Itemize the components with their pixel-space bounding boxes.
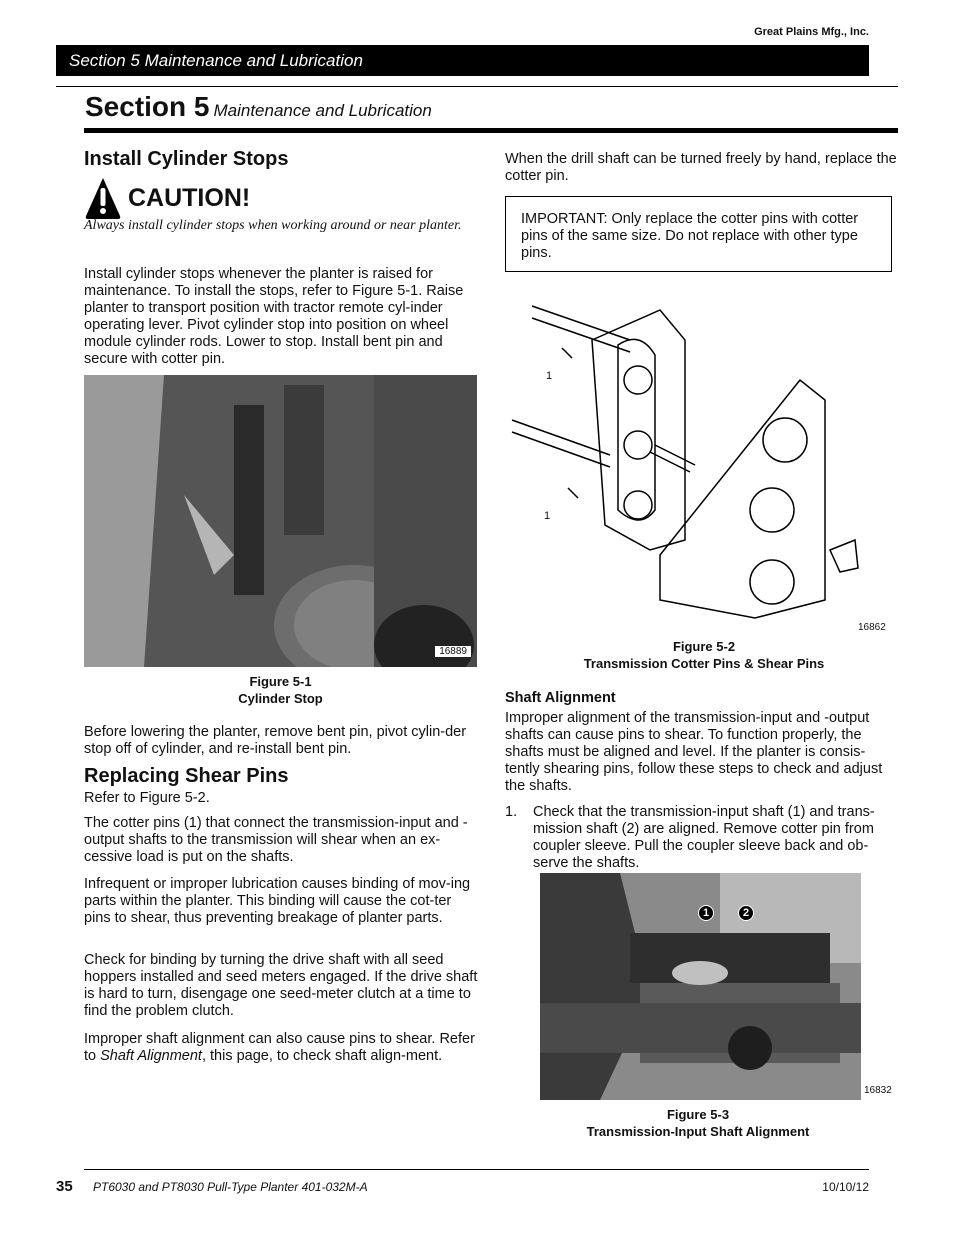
figure-5-2-id: 16862 bbox=[858, 622, 886, 633]
figure-5-3-callout-2: 2 bbox=[738, 905, 754, 921]
figure-5-2-number: Figure 5-2 bbox=[672, 639, 736, 654]
heading-shaft-alignment: Shaft Alignment bbox=[505, 690, 616, 706]
figure-5-2-caption bbox=[505, 638, 903, 672]
shaft-alignment-paragraph: Improper alignment of the transmission-input and -output shafts can cause pins to shear. To function properly, the shafts must be aligned and level. If the planter is consis-tently shearing pins, follow these steps to check and adjust the shafts. bbox=[505, 710, 883, 794]
warning-triangle-icon bbox=[84, 176, 122, 220]
figure-5-1-id: 16889 bbox=[435, 646, 471, 657]
caution-block bbox=[84, 175, 250, 221]
section-title-rule bbox=[84, 128, 898, 133]
figure-5-1-title: Cylinder Stop bbox=[238, 691, 323, 706]
company-name: Great Plains Mfg., Inc. bbox=[754, 26, 869, 38]
figure-5-3-title: Transmission-Input Shaft Alignment bbox=[586, 1124, 810, 1139]
footer-date: 10/10/12 bbox=[822, 1180, 869, 1194]
improper-alignment-text-b: , this page, to check shaft align-ment. bbox=[201, 1048, 443, 1064]
section-header-bar: Section 5 Maintenance and Lubrication bbox=[56, 45, 869, 76]
heading-replacing-shear-pins: Replacing Shear Pins bbox=[84, 765, 289, 787]
figure-5-2-callout-1-lower: 1 bbox=[544, 510, 551, 522]
figure-5-1-caption bbox=[84, 673, 477, 707]
page-number: 35 bbox=[56, 1178, 73, 1195]
step-1-number: 1. bbox=[505, 804, 518, 820]
figure-5-3-id: 16832 bbox=[864, 1085, 892, 1096]
cotter-pins-paragraph: The cotter pins (1) that connect the transmission-input and -output shafts to the transmission will shear when an ex-cessive load is put on the shafts. bbox=[84, 815, 468, 865]
footer-document-title: PT6030 and PT8030 Pull-Type Planter 401-032M-A bbox=[93, 1180, 368, 1194]
heading-install-cylinder-stops: Install Cylinder Stops bbox=[84, 148, 289, 170]
figure-5-3-caption bbox=[505, 1106, 891, 1140]
section-title-subtitle: Maintenance and Lubrication bbox=[213, 101, 432, 120]
caution-label: CAUTION! bbox=[128, 183, 251, 212]
figure-5-1-photo bbox=[84, 375, 477, 667]
footer-rule bbox=[84, 1169, 869, 1170]
header-divider bbox=[56, 86, 898, 87]
improper-alignment-paragraph bbox=[84, 1031, 479, 1065]
replace-cotter-pin-paragraph: When the drill shaft can be turned freely by hand, replace the cotter pin. bbox=[505, 151, 897, 184]
figure-5-3-callout-1: 1 bbox=[698, 905, 714, 921]
step-1-text: Check that the transmission-input shaft (1) and trans-mission shaft (2) are aligned. Remove cotter pin from coupler sleeve. Pull the coupler sleeve back and ob-serve the shafts. bbox=[533, 804, 875, 871]
transmission-line-drawing bbox=[510, 300, 865, 620]
lubrication-paragraph: Infrequent or improper lubrication causes binding of mov-ing parts within the planter. This binding will cause the cot-ter pins to shear, thus preventing breakage of planter parts. bbox=[84, 876, 471, 926]
caution-note: Always install cylinder stops when working around or near planter. bbox=[84, 218, 462, 233]
figure-5-2-diagram bbox=[510, 300, 886, 638]
check-binding-paragraph: Check for binding by turning the drive shaft with all seed hoppers installed and seed meters engaged. If the drive shaft is hard to turn, disengage one seed-meter clutch at a time to find the problem clutch. bbox=[84, 952, 478, 1019]
cylinder-stop-illustration bbox=[84, 375, 477, 667]
step-1 bbox=[505, 804, 897, 872]
figure-5-3-photo bbox=[540, 873, 861, 1100]
figure-5-1-number: Figure 5-1 bbox=[249, 674, 312, 689]
shaft-alignment-reference: Shaft Alignment bbox=[100, 1048, 202, 1064]
before-lowering-paragraph: Before lowering the planter, remove bent pin, pivot cylin-der stop off of cylinder, and re-install bent pin. bbox=[84, 724, 467, 757]
section-title-number: Section 5 bbox=[85, 91, 210, 122]
figure-5-2-callout-1-upper: 1 bbox=[546, 370, 553, 382]
install-paragraph: Install cylinder stops whenever the planter is raised for maintenance. To install the stops, refer to Figure 5-1. Raise planter to transport position with tractor remote cyl-inder operating lever. Pivot cylinder stop into position on wheel module cylinder rods. Lower to stop. Install bent pin and secure with cotter pin. bbox=[84, 266, 464, 367]
important-notice: IMPORTANT: Only replace the cotter pins with cotter pins of the same size. Do not replace with other type pins. bbox=[505, 196, 892, 272]
section-title bbox=[85, 91, 432, 123]
improper-alignment-text-a: Improper shaft alignment can also cause pins to shear. Refer to bbox=[84, 1031, 475, 1064]
figure-5-3-number: Figure 5-3 bbox=[666, 1107, 730, 1122]
figure-5-2-title: Transmission Cotter Pins & Shear Pins bbox=[583, 656, 825, 671]
refer-figure-5-2: Refer to Figure 5-2. bbox=[84, 790, 210, 806]
